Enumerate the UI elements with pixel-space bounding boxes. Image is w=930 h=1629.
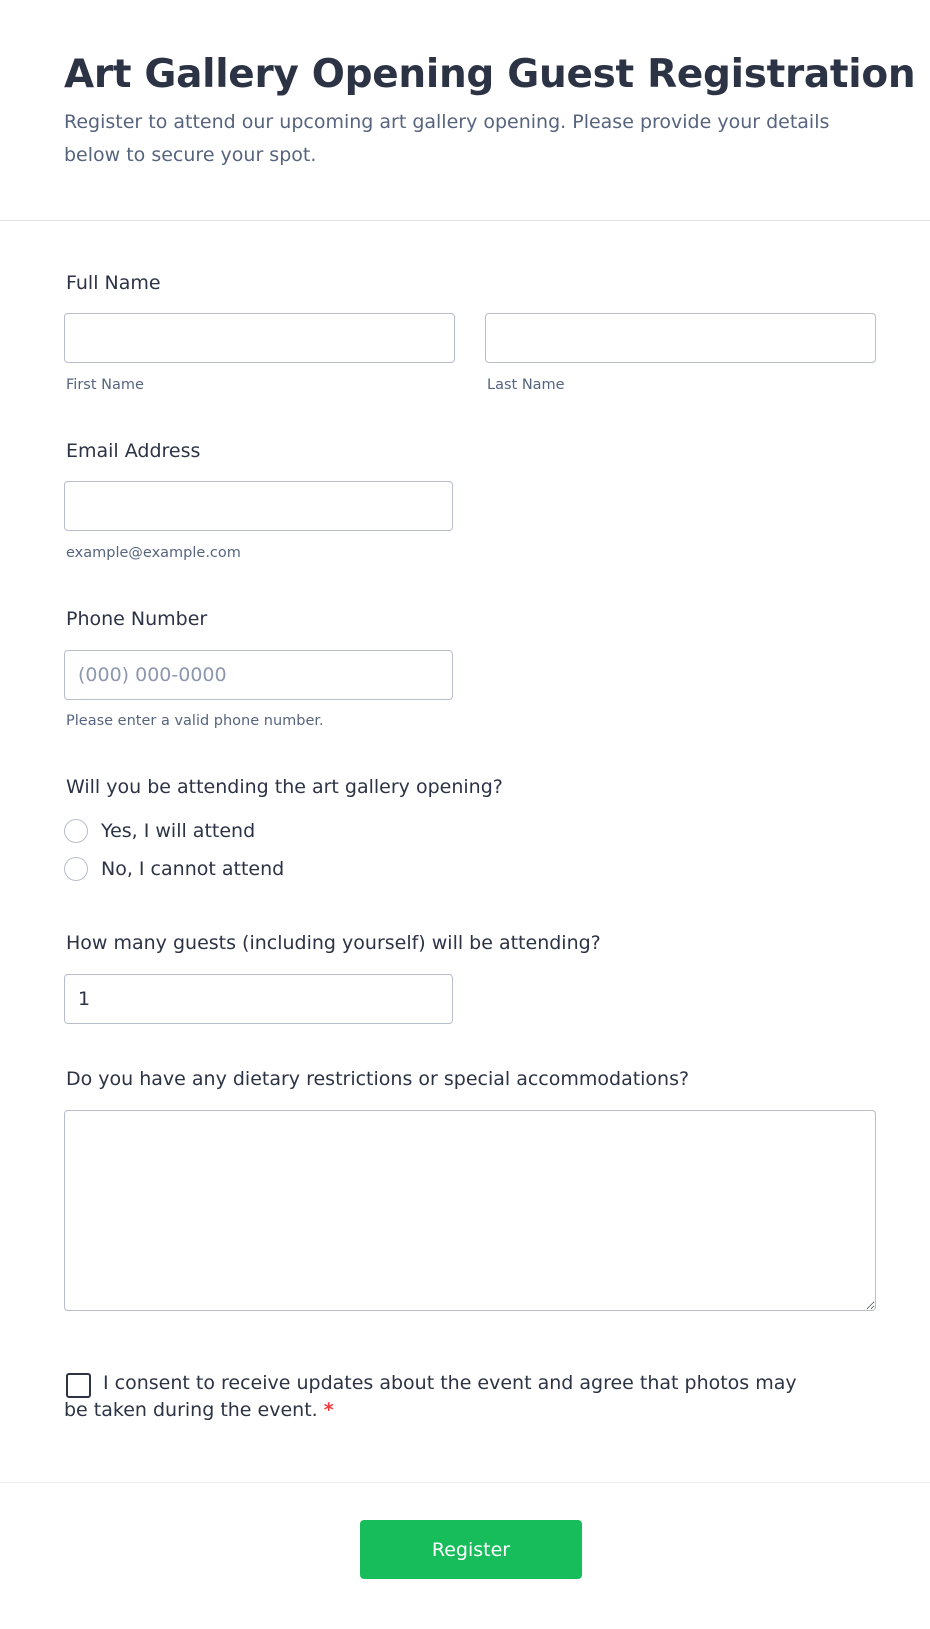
page-title: Art Gallery Opening Guest Registration xyxy=(64,52,916,97)
consent-checkbox[interactable] xyxy=(66,1373,91,1398)
consent-text-line2-label[interactable]: be taken during the event. xyxy=(64,1399,318,1421)
dietary-textarea[interactable] xyxy=(64,1110,876,1311)
phone-label: Phone Number xyxy=(66,608,208,630)
footer-divider xyxy=(0,1482,930,1483)
email-input[interactable] xyxy=(64,481,453,531)
full-name-label: Full Name xyxy=(66,272,161,294)
radio-label-no[interactable]: No, I cannot attend xyxy=(101,858,285,880)
consent-text-line1[interactable]: I consent to receive updates about the event and agree that photos may xyxy=(103,1372,797,1394)
first-name-input[interactable] xyxy=(64,313,455,363)
required-asterisk: * xyxy=(323,1399,334,1421)
radio-label-yes[interactable]: Yes, I will attend xyxy=(101,820,256,842)
email-label: Email Address xyxy=(66,440,201,462)
radio-option-yes[interactable] xyxy=(64,818,255,844)
radio-button-no[interactable] xyxy=(64,857,88,881)
email-sublabel: example@example.com xyxy=(66,545,241,561)
register-button[interactable]: Register xyxy=(360,1520,582,1579)
last-name-input[interactable] xyxy=(485,313,876,363)
phone-sublabel: Please enter a valid phone number. xyxy=(66,713,324,729)
page-subtitle: Register to attend our upcoming art gallery opening. Please provide your details below to secure your spot. xyxy=(64,111,830,166)
first-name-sublabel: First Name xyxy=(66,377,144,393)
radio-button-yes[interactable] xyxy=(64,819,88,843)
dietary-label: Do you have any dietary restrictions or special accommodations? xyxy=(66,1068,690,1090)
radio-option-no[interactable] xyxy=(64,856,284,882)
form-header xyxy=(0,0,930,221)
guests-count-input[interactable] xyxy=(64,974,453,1024)
consent-text-line2[interactable] xyxy=(64,1399,334,1421)
guests-label: How many guests (including yourself) will be attending? xyxy=(66,932,601,954)
attending-label: Will you be attending the art gallery opening? xyxy=(66,776,503,798)
phone-input[interactable] xyxy=(64,650,453,700)
last-name-sublabel: Last Name xyxy=(487,377,565,393)
